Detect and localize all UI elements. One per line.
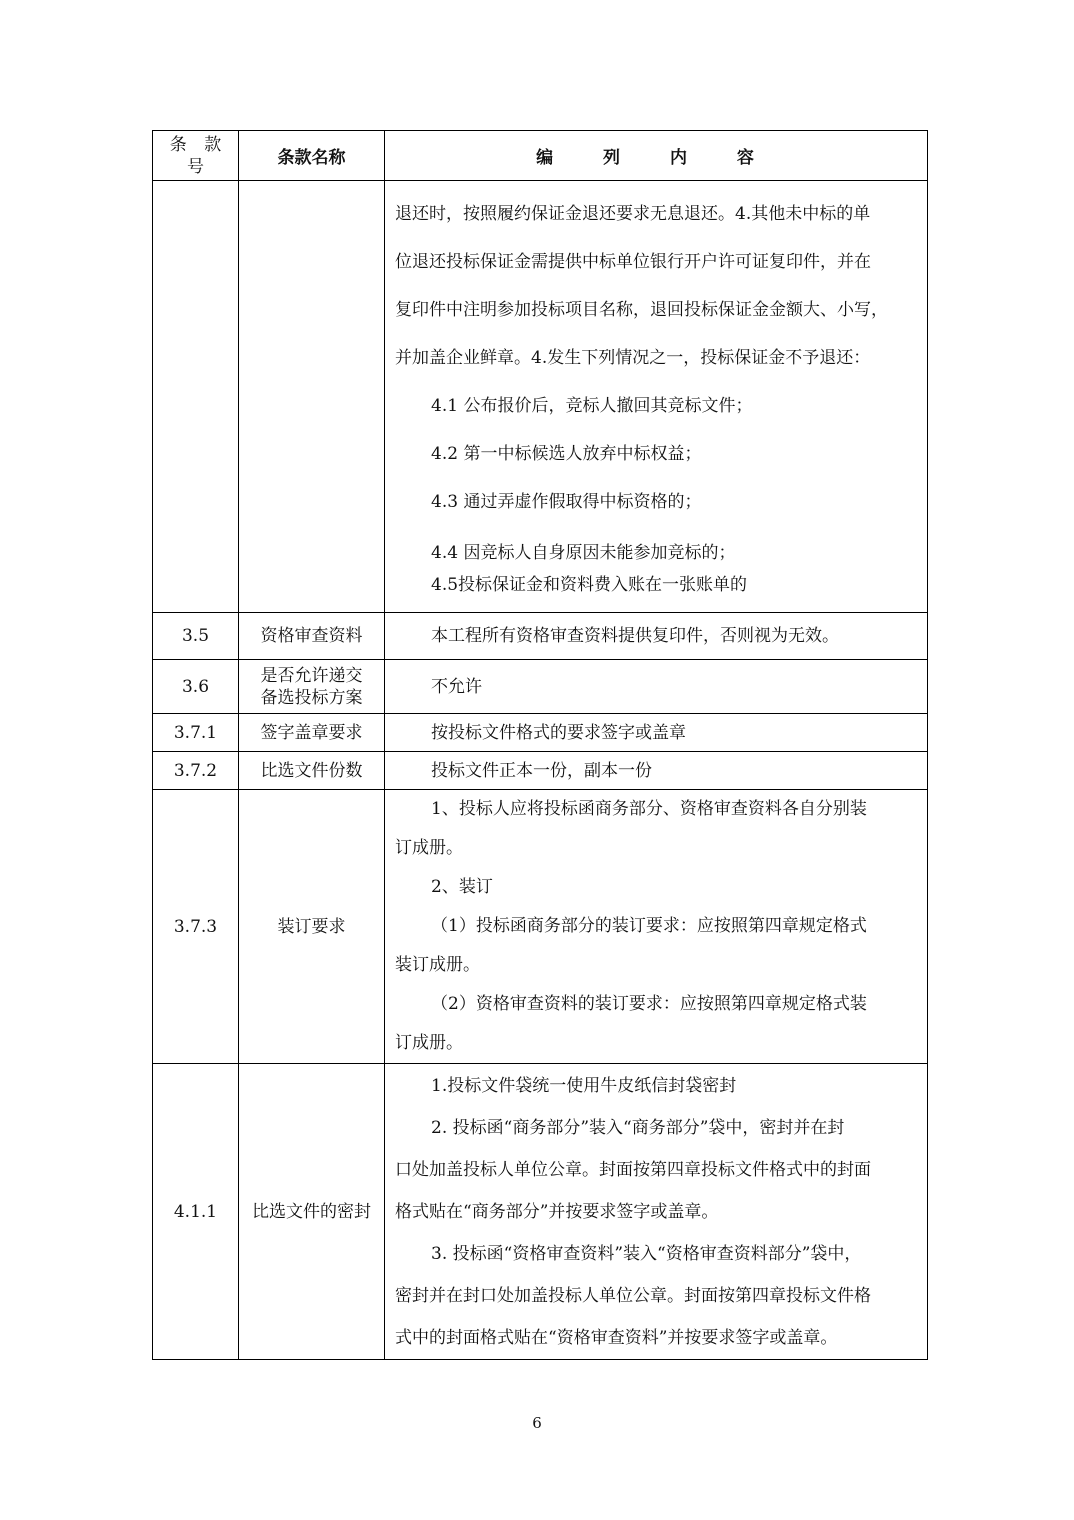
clause-name-cell: 比选文件份数 (239, 752, 385, 790)
content-line: （1）投标函商务部分的装订要求：应按照第四章规定格式 (431, 916, 867, 936)
content-line: 式中的封面格式贴在“资格审查资料”并按要求签字或盖章。 (395, 1327, 838, 1348)
clause-name-cell: 是否允许递交备选投标方案 (239, 660, 385, 714)
content-subitem: 4.2 第一中标候选人放弃中标权益； (431, 444, 702, 464)
content-line: 2、装订 (431, 877, 493, 897)
content-line: 密封并在封口处加盖投标人单位公章。封面按第四章投标文件格 (395, 1285, 871, 1306)
content-line: 口处加盖投标人单位公章。封面按第四章投标文件格式中的封面 (395, 1159, 871, 1180)
content-line: 1.投标文件袋统一使用牛皮纸信封袋密封 (431, 1075, 737, 1096)
clause-name-cell: 装订要求 (239, 790, 385, 1064)
content-subitem: 4.4 因竞标人自身原因未能参加竞标的； (431, 543, 736, 563)
content-subitem: 4.5投标保证金和资料费入账在一张账单的 (431, 575, 748, 595)
clause-name-cell: 资格审查资料 (239, 613, 385, 660)
content-subitem: 4.3 通过弄虚作假取得中标资格的； (431, 492, 702, 512)
clause-no-cell (153, 181, 239, 613)
clause-content-cell (385, 660, 928, 714)
clause-no-cell: 3.7.1 (153, 714, 239, 752)
content-line: 不允许 (431, 676, 482, 697)
clause-no-cell: 3.6 (153, 660, 239, 714)
header-clause-name: 条款名称 (239, 131, 385, 181)
table-header-row (153, 131, 928, 181)
content-line: 位退还投标保证金需提供中标单位银行开户许可证复印件，并在 (395, 252, 871, 272)
header-clause-no: 条 款 号 (153, 131, 239, 181)
clause-content-cell (385, 790, 928, 1064)
table-row (153, 613, 928, 660)
content-line: 订成册。 (395, 838, 463, 858)
content-line: 2. 投标函“商务部分”装入“商务部分”袋中，密封并在封 (431, 1117, 845, 1138)
content-line: 3. 投标函“资格审查资料”装入“资格审查资料部分”袋中， (431, 1243, 862, 1264)
clause-no-cell: 4.1.1 (153, 1064, 239, 1360)
clause-content-cell (385, 714, 928, 752)
clause-no-cell: 3.5 (153, 613, 239, 660)
clause-content-cell (385, 752, 928, 790)
clause-name-cell: 签字盖章要求 (239, 714, 385, 752)
content-line: 并加盖企业鲜章。4.发生下列情况之一，投标保证金不予退还： (395, 348, 871, 368)
page-number: 6 (532, 1414, 542, 1432)
header-content: 编 列 内 容 (385, 131, 928, 181)
clause-no-cell: 3.7.3 (153, 790, 239, 1064)
content-line: 按投标文件格式的要求签字或盖章 (431, 722, 686, 743)
content-line: 退还时，按照履约保证金退还要求无息退还。4.其他未中标的单 (395, 204, 871, 224)
clause-no-cell: 3.7.2 (153, 752, 239, 790)
content-line: 订成册。 (395, 1033, 463, 1053)
content-line: （2）资格审查资料的装订要求：应按照第四章规定格式装 (431, 994, 867, 1014)
content-line: 1、投标人应将投标函商务部分、资格审查资料各自分别装 (431, 799, 867, 819)
table-row (153, 752, 928, 790)
clause-content-cell (385, 613, 928, 660)
clause-content-cell (385, 1064, 928, 1360)
clause-name-cell (239, 181, 385, 613)
table-row (153, 660, 928, 714)
clause-content-cell (385, 181, 928, 613)
content-line: 复印件中注明参加投标项目名称，退回投标保证金金额大、小写， (395, 300, 888, 320)
content-subitem: 4.1 公布报价后，竞标人撤回其竞标文件； (431, 396, 753, 416)
table-row (153, 181, 928, 613)
clause-table (152, 130, 928, 1360)
table-row (153, 790, 928, 1064)
content-line: 格式贴在“商务部分”并按要求签字或盖章。 (395, 1201, 719, 1222)
table-row (153, 714, 928, 752)
clause-name-cell: 比选文件的密封 (239, 1064, 385, 1360)
content-line: 投标文件正本一份，副本一份 (431, 760, 652, 781)
table-row (153, 1064, 928, 1360)
content-line: 本工程所有资格审查资料提供复印件，否则视为无效。 (431, 626, 839, 646)
content-line: 装订成册。 (395, 955, 480, 975)
